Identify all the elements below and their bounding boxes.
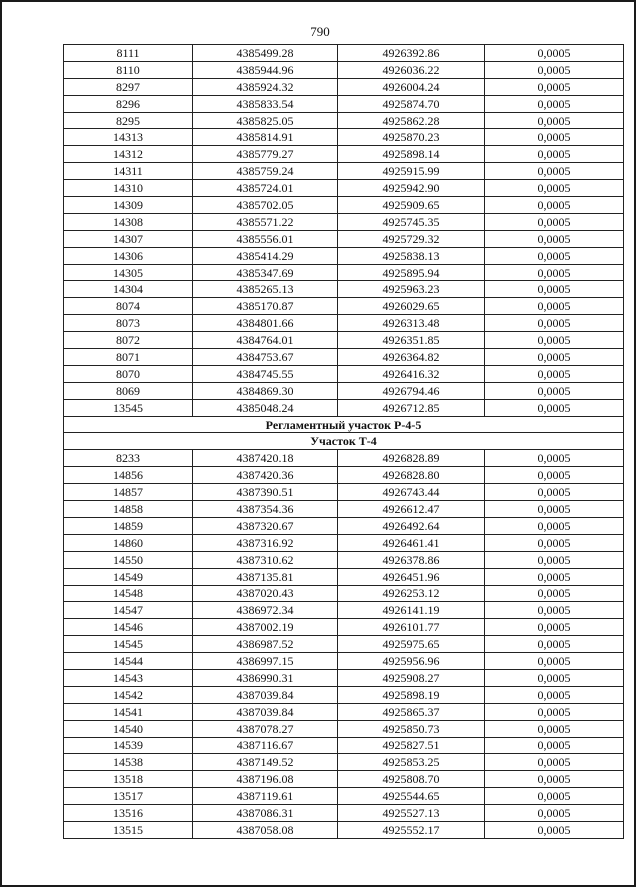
x-coordinate-cell: 4387116.67 <box>193 737 338 754</box>
table-row <box>64 771 624 788</box>
y-coordinate-cell: 4925729.32 <box>338 230 485 247</box>
value-cell: 0,0005 <box>485 484 624 501</box>
table-row <box>64 788 624 805</box>
x-coordinate-cell: 4387310.62 <box>193 551 338 568</box>
point-number-cell: 8110 <box>64 61 193 78</box>
value-cell: 0,0005 <box>485 669 624 686</box>
y-coordinate-cell: 4925544.65 <box>338 788 485 805</box>
value-cell: 0,0005 <box>485 281 624 298</box>
table-row <box>64 180 624 197</box>
coordinates-table-top <box>64 45 624 417</box>
x-coordinate-cell: 4385556.01 <box>193 230 338 247</box>
y-coordinate-cell: 4925552.17 <box>338 821 485 838</box>
point-number-cell: 13515 <box>64 821 193 838</box>
y-coordinate-cell: 4926313.48 <box>338 315 485 332</box>
point-number-cell: 13518 <box>64 771 193 788</box>
y-coordinate-cell: 4925895.94 <box>338 264 485 281</box>
value-cell: 0,0005 <box>485 602 624 619</box>
x-coordinate-cell: 4387020.43 <box>193 585 338 602</box>
x-coordinate-cell: 4387420.36 <box>193 467 338 484</box>
value-cell: 0,0005 <box>485 61 624 78</box>
y-coordinate-cell: 4925838.13 <box>338 247 485 264</box>
coordinates-table-bottom <box>64 450 624 838</box>
value-cell: 0,0005 <box>485 585 624 602</box>
value-cell: 0,0005 <box>485 686 624 703</box>
table-row <box>64 78 624 95</box>
value-cell: 0,0005 <box>485 78 624 95</box>
x-coordinate-cell: 4387086.31 <box>193 805 338 822</box>
point-number-cell: 14538 <box>64 754 193 771</box>
table-row <box>64 213 624 230</box>
value-cell: 0,0005 <box>485 534 624 551</box>
point-number-cell: 14550 <box>64 551 193 568</box>
subsection-heading: Участок Т-4 <box>64 433 624 450</box>
table-row <box>64 534 624 551</box>
table-row <box>64 264 624 281</box>
y-coordinate-cell: 4925908.27 <box>338 669 485 686</box>
value-cell: 0,0005 <box>485 365 624 382</box>
value-cell: 0,0005 <box>485 230 624 247</box>
table-row <box>64 754 624 771</box>
table-row <box>64 163 624 180</box>
x-coordinate-cell: 4385571.22 <box>193 213 338 230</box>
point-number-cell: 13517 <box>64 788 193 805</box>
point-number-cell: 14310 <box>64 180 193 197</box>
y-coordinate-cell: 4925865.37 <box>338 703 485 720</box>
x-coordinate-cell: 4385779.27 <box>193 146 338 163</box>
value-cell: 0,0005 <box>485 737 624 754</box>
y-coordinate-cell: 4925827.51 <box>338 737 485 754</box>
x-coordinate-cell: 4385924.32 <box>193 78 338 95</box>
y-coordinate-cell: 4925915.99 <box>338 163 485 180</box>
x-coordinate-cell: 4387078.27 <box>193 720 338 737</box>
x-coordinate-cell: 4385499.28 <box>193 45 338 62</box>
value-cell: 0,0005 <box>485 821 624 838</box>
value-cell: 0,0005 <box>485 619 624 636</box>
x-coordinate-cell: 4387390.51 <box>193 484 338 501</box>
point-number-cell: 14548 <box>64 585 193 602</box>
y-coordinate-cell: 4925909.65 <box>338 197 485 214</box>
point-number-cell: 14542 <box>64 686 193 703</box>
y-coordinate-cell: 4925898.14 <box>338 146 485 163</box>
point-number-cell: 14309 <box>64 197 193 214</box>
y-coordinate-cell: 4925850.73 <box>338 720 485 737</box>
point-number-cell: 14547 <box>64 602 193 619</box>
y-coordinate-cell: 4926141.19 <box>338 602 485 619</box>
y-coordinate-cell: 4926612.47 <box>338 501 485 518</box>
point-number-cell: 8071 <box>64 349 193 366</box>
point-number-cell: 14860 <box>64 534 193 551</box>
table-row <box>64 315 624 332</box>
table-row <box>64 298 624 315</box>
point-number-cell: 14857 <box>64 484 193 501</box>
x-coordinate-cell: 4387316.92 <box>193 534 338 551</box>
coordinates-table <box>63 44 624 839</box>
point-number-cell: 14856 <box>64 467 193 484</box>
x-coordinate-cell: 4385814.91 <box>193 129 338 146</box>
table-row <box>64 146 624 163</box>
x-coordinate-cell: 4385265.13 <box>193 281 338 298</box>
x-coordinate-cell: 4385759.24 <box>193 163 338 180</box>
x-coordinate-cell: 4387119.61 <box>193 788 338 805</box>
x-coordinate-cell: 4384801.66 <box>193 315 338 332</box>
point-number-cell: 14549 <box>64 568 193 585</box>
page-number: 790 <box>310 24 330 39</box>
y-coordinate-cell: 4926451.96 <box>338 568 485 585</box>
table-row <box>64 197 624 214</box>
value-cell: 0,0005 <box>485 197 624 214</box>
y-coordinate-cell: 4926461.41 <box>338 534 485 551</box>
point-number-cell: 8297 <box>64 78 193 95</box>
value-cell: 0,0005 <box>485 213 624 230</box>
table-row <box>64 281 624 298</box>
table-row <box>64 805 624 822</box>
x-coordinate-cell: 4387058.08 <box>193 821 338 838</box>
table-row <box>64 450 624 467</box>
point-number-cell: 8073 <box>64 315 193 332</box>
point-number-cell: 14544 <box>64 653 193 670</box>
y-coordinate-cell: 4925870.23 <box>338 129 485 146</box>
table-row <box>64 568 624 585</box>
x-coordinate-cell: 4385825.05 <box>193 112 338 129</box>
x-coordinate-cell: 4387039.84 <box>193 686 338 703</box>
x-coordinate-cell: 4387149.52 <box>193 754 338 771</box>
point-number-cell: 8296 <box>64 95 193 112</box>
x-coordinate-cell: 4387039.84 <box>193 703 338 720</box>
x-coordinate-cell: 4384869.30 <box>193 382 338 399</box>
point-number-cell: 13516 <box>64 805 193 822</box>
table-row <box>64 349 624 366</box>
x-coordinate-cell: 4387354.36 <box>193 501 338 518</box>
table-row <box>64 484 624 501</box>
table-row <box>64 703 624 720</box>
value-cell: 0,0005 <box>485 382 624 399</box>
y-coordinate-cell: 4926036.22 <box>338 61 485 78</box>
table-row <box>64 112 624 129</box>
point-number-cell: 8111 <box>64 45 193 62</box>
point-number-cell: 8069 <box>64 382 193 399</box>
table-row <box>64 585 624 602</box>
value-cell: 0,0005 <box>485 805 624 822</box>
subsection-heading-row <box>64 433 624 450</box>
x-coordinate-cell: 4385347.69 <box>193 264 338 281</box>
y-coordinate-cell: 4926004.24 <box>338 78 485 95</box>
y-coordinate-cell: 4926416.32 <box>338 365 485 382</box>
x-coordinate-cell: 4384753.67 <box>193 349 338 366</box>
x-coordinate-cell: 4385944.96 <box>193 61 338 78</box>
x-coordinate-cell: 4386997.15 <box>193 653 338 670</box>
x-coordinate-cell: 4387196.08 <box>193 771 338 788</box>
table-row <box>64 365 624 382</box>
y-coordinate-cell: 4926712.85 <box>338 399 485 416</box>
table-row <box>64 619 624 636</box>
value-cell: 0,0005 <box>485 129 624 146</box>
table-row <box>64 45 624 62</box>
point-number-cell: 14545 <box>64 636 193 653</box>
table-row <box>64 332 624 349</box>
x-coordinate-cell: 4387002.19 <box>193 619 338 636</box>
y-coordinate-cell: 4926378.86 <box>338 551 485 568</box>
y-coordinate-cell: 4925956.96 <box>338 653 485 670</box>
value-cell: 0,0005 <box>485 754 624 771</box>
point-number-cell: 14541 <box>64 703 193 720</box>
y-coordinate-cell: 4926794.46 <box>338 382 485 399</box>
x-coordinate-cell: 4386972.34 <box>193 602 338 619</box>
value-cell: 0,0005 <box>485 771 624 788</box>
x-coordinate-cell: 4387320.67 <box>193 517 338 534</box>
point-number-cell: 14311 <box>64 163 193 180</box>
value-cell: 0,0005 <box>485 315 624 332</box>
value-cell: 0,0005 <box>485 112 624 129</box>
x-coordinate-cell: 4387420.18 <box>193 450 338 467</box>
y-coordinate-cell: 4925963.23 <box>338 281 485 298</box>
y-coordinate-cell: 4925874.70 <box>338 95 485 112</box>
point-number-cell: 14307 <box>64 230 193 247</box>
value-cell: 0,0005 <box>485 551 624 568</box>
x-coordinate-cell: 4385724.01 <box>193 180 338 197</box>
point-number-cell: 14312 <box>64 146 193 163</box>
y-coordinate-cell: 4925898.19 <box>338 686 485 703</box>
point-number-cell: 14546 <box>64 619 193 636</box>
y-coordinate-cell: 4925745.35 <box>338 213 485 230</box>
table-row <box>64 95 624 112</box>
x-coordinate-cell: 4385833.54 <box>193 95 338 112</box>
value-cell: 0,0005 <box>485 568 624 585</box>
point-number-cell: 8233 <box>64 450 193 467</box>
point-number-cell: 14313 <box>64 129 193 146</box>
x-coordinate-cell: 4384764.01 <box>193 332 338 349</box>
section-heading-row <box>64 416 624 433</box>
table-row <box>64 653 624 670</box>
y-coordinate-cell: 4925527.13 <box>338 805 485 822</box>
y-coordinate-cell: 4925808.70 <box>338 771 485 788</box>
table-row <box>64 501 624 518</box>
point-number-cell: 8295 <box>64 112 193 129</box>
table-row <box>64 669 624 686</box>
value-cell: 0,0005 <box>485 247 624 264</box>
point-number-cell: 14858 <box>64 501 193 518</box>
value-cell: 0,0005 <box>485 298 624 315</box>
table-row <box>64 467 624 484</box>
point-number-cell: 13545 <box>64 399 193 416</box>
x-coordinate-cell: 4385170.87 <box>193 298 338 315</box>
value-cell: 0,0005 <box>485 636 624 653</box>
y-coordinate-cell: 4925853.25 <box>338 754 485 771</box>
point-number-cell: 14308 <box>64 213 193 230</box>
point-number-cell: 14540 <box>64 720 193 737</box>
y-coordinate-cell: 4926351.85 <box>338 332 485 349</box>
y-coordinate-cell: 4926101.77 <box>338 619 485 636</box>
point-number-cell: 14304 <box>64 281 193 298</box>
value-cell: 0,0005 <box>485 399 624 416</box>
point-number-cell: 14543 <box>64 669 193 686</box>
value-cell: 0,0005 <box>485 146 624 163</box>
value-cell: 0,0005 <box>485 450 624 467</box>
value-cell: 0,0005 <box>485 653 624 670</box>
table-row <box>64 61 624 78</box>
point-number-cell: 8072 <box>64 332 193 349</box>
section-headings <box>64 416 624 450</box>
x-coordinate-cell: 4385048.24 <box>193 399 338 416</box>
value-cell: 0,0005 <box>485 95 624 112</box>
value-cell: 0,0005 <box>485 467 624 484</box>
value-cell: 0,0005 <box>485 264 624 281</box>
y-coordinate-cell: 4926392.86 <box>338 45 485 62</box>
point-number-cell: 14305 <box>64 264 193 281</box>
point-number-cell: 8070 <box>64 365 193 382</box>
point-number-cell: 14859 <box>64 517 193 534</box>
table-row <box>64 602 624 619</box>
x-coordinate-cell: 4385414.29 <box>193 247 338 264</box>
y-coordinate-cell: 4925942.90 <box>338 180 485 197</box>
table-row <box>64 382 624 399</box>
value-cell: 0,0005 <box>485 703 624 720</box>
table-row <box>64 720 624 737</box>
value-cell: 0,0005 <box>485 349 624 366</box>
table-row <box>64 551 624 568</box>
value-cell: 0,0005 <box>485 788 624 805</box>
table-row <box>64 821 624 838</box>
x-coordinate-cell: 4387135.81 <box>193 568 338 585</box>
y-coordinate-cell: 4926253.12 <box>338 585 485 602</box>
y-coordinate-cell: 4925862.28 <box>338 112 485 129</box>
y-coordinate-cell: 4926828.89 <box>338 450 485 467</box>
value-cell: 0,0005 <box>485 720 624 737</box>
x-coordinate-cell: 4385702.05 <box>193 197 338 214</box>
value-cell: 0,0005 <box>485 332 624 349</box>
y-coordinate-cell: 4926492.64 <box>338 517 485 534</box>
x-coordinate-cell: 4386987.52 <box>193 636 338 653</box>
table-row <box>64 247 624 264</box>
y-coordinate-cell: 4925975.65 <box>338 636 485 653</box>
y-coordinate-cell: 4926828.80 <box>338 467 485 484</box>
table-row <box>64 230 624 247</box>
y-coordinate-cell: 4926743.44 <box>338 484 485 501</box>
value-cell: 0,0005 <box>485 501 624 518</box>
section-heading: Регламентный участок Р-4-5 <box>64 416 624 433</box>
value-cell: 0,0005 <box>485 45 624 62</box>
x-coordinate-cell: 4386990.31 <box>193 669 338 686</box>
value-cell: 0,0005 <box>485 517 624 534</box>
value-cell: 0,0005 <box>485 180 624 197</box>
y-coordinate-cell: 4926364.82 <box>338 349 485 366</box>
value-cell: 0,0005 <box>485 163 624 180</box>
table-row <box>64 737 624 754</box>
table-row <box>64 129 624 146</box>
table-row <box>64 636 624 653</box>
table-row <box>64 399 624 416</box>
point-number-cell: 14306 <box>64 247 193 264</box>
point-number-cell: 8074 <box>64 298 193 315</box>
x-coordinate-cell: 4384745.55 <box>193 365 338 382</box>
y-coordinate-cell: 4926029.65 <box>338 298 485 315</box>
table-row <box>64 686 624 703</box>
table-row <box>64 517 624 534</box>
point-number-cell: 14539 <box>64 737 193 754</box>
